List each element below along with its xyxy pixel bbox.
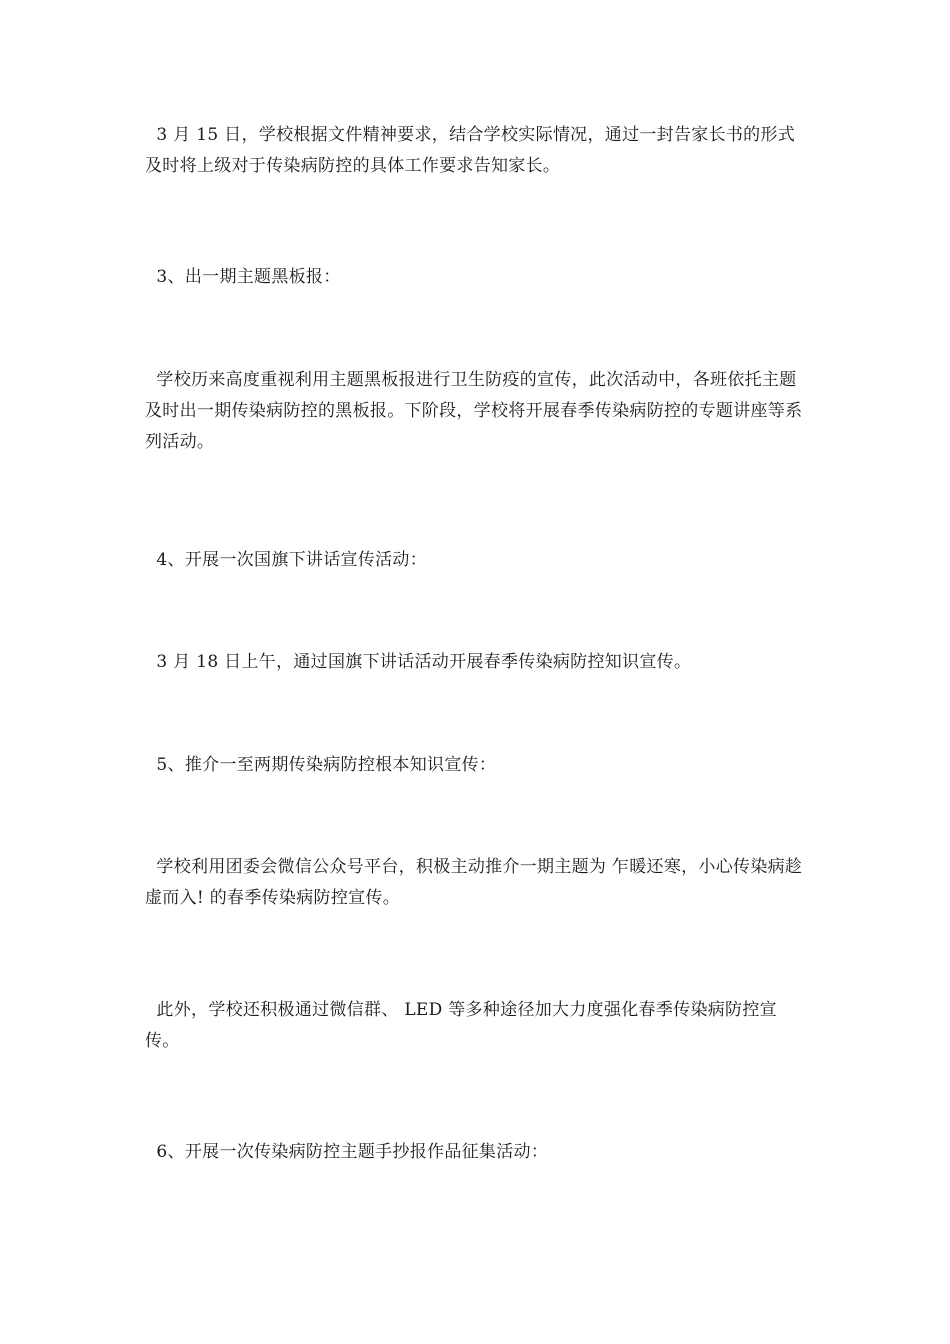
- paragraph-wechat-promotion: 学校利用团委会微信公众号平台，积极主动推介一期主题为 乍暖还寒，小心传染病趁虚而入! 的春季传染病防控宣传。: [145, 857, 803, 908]
- heading-handwritten-newspaper: 6、开展一次传染病防控主题手抄报作品征集活动：: [145, 1142, 549, 1162]
- paragraph-flag-speech: 3 月 18 日上午，通过国旗下讲话活动开展春季传染病防控知识宣传。: [145, 652, 692, 672]
- heading-knowledge-promotion: 5、推介一至两期传染病防控根本知识宣传：: [145, 755, 497, 775]
- paragraph-notice-parents: 3 月 15 日，学校根据文件精神要求，结合学校实际情况，通过一封告家长书的形式及时将上级对于传染病防控的具体工作要求告知家长。: [145, 125, 796, 176]
- paragraph-other-channels: 此外，学校还积极通过微信群、 LED 等多种途径加大力度强化春季传染病防控宣传。: [145, 1000, 777, 1051]
- heading-flag-speech: 4、开展一次国旗下讲话宣传活动：: [145, 550, 428, 570]
- paragraph-blackboard: 学校历来高度重视利用主题黑板报进行卫生防疫的宣传，此次活动中，各班依托主题及时出一期传染病防控的黑板报。下阶段，学校将开展春季传染病防控的专题讲座等系列活动。: [145, 370, 803, 452]
- heading-blackboard: 3、出一期主题黑板报：: [145, 267, 341, 287]
